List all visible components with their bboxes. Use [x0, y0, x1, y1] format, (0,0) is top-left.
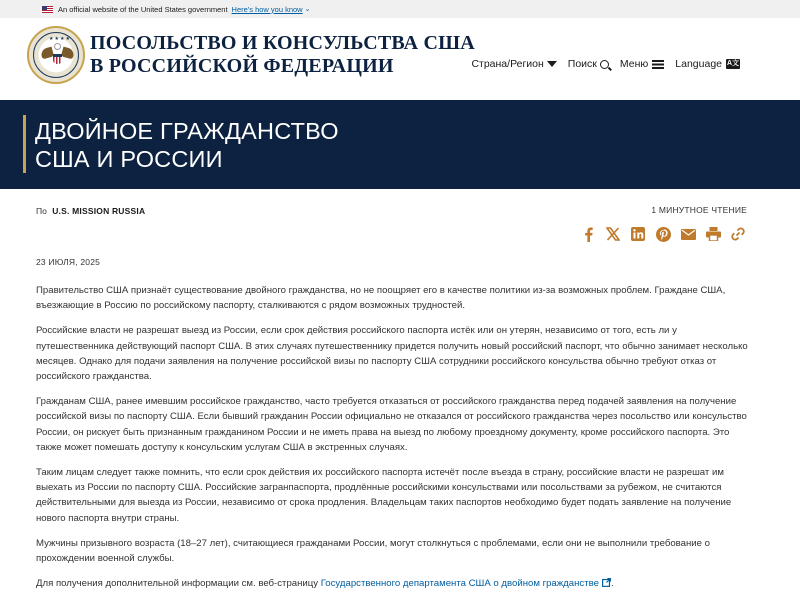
- byline-author-link[interactable]: U.S. MISSION RUSSIA: [52, 206, 146, 216]
- paragraph-2: Российские власти не разрешат выезд из России, если срок действия российского паспорта истёк или он утерян, независимо от того, есть ли у путешественника действующий паспорт США. В этих случаях путешественнику придется получить новый российский паспорт, что обычно занимает несколько месяцев. Однако для подачи заявления на получение российской визы по паспорту США сотрудники российского консульства обычно требуют отказ от российского гражданства.: [36, 325, 748, 383]
- page-title-line1: ДВОЙНОЕ ГРАЖДАНСТВО: [35, 118, 339, 144]
- gov-banner-text: An official website of the United States government: [58, 4, 228, 14]
- email-icon[interactable]: [680, 226, 696, 242]
- paragraph-6: [36, 576, 756, 591]
- dual-nationality-link[interactable]: Государственного департамента США о двойном гражданстве: [320, 578, 599, 590]
- top-nav: [460, 58, 740, 70]
- x-icon[interactable]: [605, 226, 621, 242]
- paragraph-6-prefix: Для получения дополнительной информации см. веб-страницу: [36, 578, 319, 590]
- site-title[interactable]: [90, 32, 475, 78]
- site-title-line2[interactable]: В РОССИЙСКОЙ ФЕДЕРАЦИИ: [90, 55, 394, 77]
- search-label: Поиск: [567, 58, 597, 70]
- country-region-dropdown[interactable]: [471, 58, 556, 70]
- byline-label: По: [36, 206, 47, 216]
- country-region-label: Страна/Регион: [471, 58, 544, 70]
- linkedin-icon[interactable]: [630, 226, 646, 242]
- hamburger-icon: [652, 60, 664, 69]
- gov-banner: [0, 0, 800, 18]
- paragraph-5: Мужчины призывного возраста (18–27 лет), считающиеся гражданами России, могут столкнуться с проблемами, если они не выполнили требование о прохождении военной службы.: [36, 537, 711, 565]
- read-time: 1 МИНУТНОЕ ЧТЕНИЕ: [651, 205, 747, 215]
- print-icon[interactable]: [705, 226, 721, 242]
- paragraph-1: Правительство США признаёт существование двойного гражданства, но не поощряет его в качестве политики из-за возможных проблем. Граждане США, въезжающие в Россию по российскому паспорту, сталкиваются с рядом возможных трудностей.: [36, 285, 726, 312]
- heres-how-you-know-link[interactable]: Here's how you know: [231, 4, 303, 14]
- paragraph-6-suffix: .: [610, 578, 614, 590]
- article-body: [36, 283, 756, 601]
- embassy-seal-icon[interactable]: ★★★★: [27, 26, 85, 84]
- chevron-down-icon[interactable]: ⌄: [304, 6, 311, 13]
- page-title: [35, 117, 339, 173]
- publish-date: 23 ИЮЛЯ, 2025: [36, 257, 101, 267]
- site-header: [0, 18, 800, 100]
- site-title-line1[interactable]: ПОСОЛЬСТВО И КОНСУЛЬСТВА США: [90, 32, 475, 54]
- paragraph-3: Гражданам США, ранее имевшим российское гражданство, часто требуется отказаться от российского гражданства перед подачей заявления на получение российской визы по паспорту США. Если бывший гражданин России официально не отказался от российского гражданства через посольство или консульство России, он рискует быть признанным гражданином России и не иметь права на выезд по любому проездному документу, кроме российского паспорта. Это также может помешать доступу к консульским услугам США в экстренных случаях.: [36, 396, 747, 453]
- share-bar: [571, 226, 746, 242]
- link-icon[interactable]: [730, 226, 746, 242]
- caret-down-icon: [547, 61, 557, 67]
- byline: [36, 206, 145, 216]
- language-label: Language: [675, 58, 722, 70]
- paragraph-4: Таким лицам следует также помнить, что если срок действия их российского паспорта истечёт после въезда в страну, российские власти не разрешат им выехать из России по паспорту США. Российские загранпаспорта, продлённые российскими консульствами или посольствами за рубежом, не считаются действительными для выезда из России, независимо от срока продления. Владельцам таких паспортов необходимо будет подать заявление на получение нового паспорта внутри страны.: [36, 467, 732, 524]
- hero-accent-bar: [23, 115, 26, 173]
- search-icon: [600, 60, 609, 69]
- menu-button[interactable]: [620, 58, 664, 70]
- facebook-icon[interactable]: [580, 226, 596, 242]
- pinterest-icon[interactable]: [655, 226, 671, 242]
- page-hero: [0, 100, 800, 189]
- search-button[interactable]: [568, 58, 609, 70]
- translate-icon: A文: [726, 60, 740, 67]
- language-button[interactable]: [675, 58, 740, 70]
- menu-label: Меню: [619, 58, 649, 70]
- page-title-line2: США И РОССИИ: [35, 146, 223, 172]
- us-flag-icon: [42, 6, 53, 13]
